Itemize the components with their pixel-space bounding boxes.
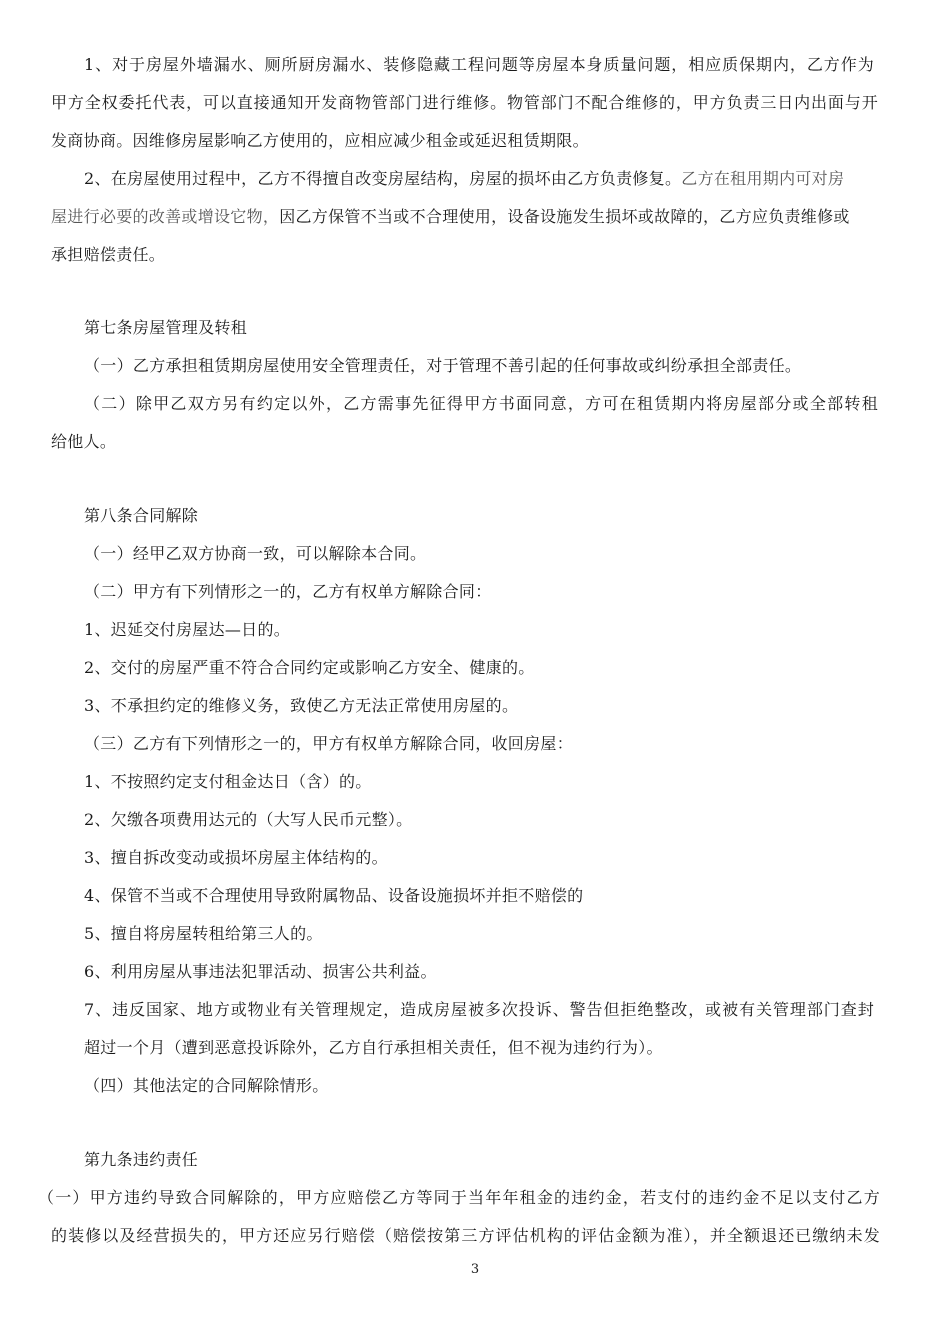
clause8-item7-line1: 7、违反国家、地方或物业有关管理规定，造成房屋被多次投诉、警告但拒绝整改，或被有关管理部门查封 [84, 1000, 874, 1019]
clause8-p3-item: 3、擅自拆改变动或损坏房屋主体结构的。 [84, 848, 388, 867]
clause8-p3-item: 6、利用房屋从事违法犯罪活动、损害公共利益。 [84, 962, 437, 981]
clause8-p3-item: 2、欠缴各项费用达元的（大写人民币元整）。 [84, 810, 413, 829]
clause8-p2-item: 1、迟延交付房屋达—日的。 [84, 620, 291, 639]
clause6-item2-line2-a: 屋进行必要的改善或增设它物， [51, 207, 280, 226]
clause8-p4: （四）其他法定的合同解除情形。 [84, 1076, 329, 1095]
clause6-item1-line2: 甲方全权委托代表，可以直接通知开发商物管部门进行维修。物管部门不配合维修的，甲方负责三日内出面与开 [51, 93, 878, 112]
clause6-item2-line2 [51, 207, 850, 227]
clause6-item1-line3: 发商协商。因维修房屋影响乙方使用的，应相应减少租金或延迟租赁期限。 [51, 131, 589, 150]
clause8-title: 第八条合同解除 [84, 506, 199, 525]
clause6-item2-line2-b: 因乙方保管不当或不合理使用，设备设施发生损坏或故障的，乙方应负责维修或 [279, 207, 850, 226]
clause7-title: 第七条房屋管理及转租 [84, 318, 248, 337]
clause7-p1: （一）乙方承担租赁期房屋使用安全管理责任，对于管理不善引起的任何事故或纠纷承担全部责任。 [84, 356, 802, 375]
clause6-item2-line1-a: 2、在房屋使用过程中，乙方不得擅自改变房屋结构，房屋的损坏由乙方负责修复。 [84, 169, 682, 188]
clause8-p1: （一）经甲乙双方协商一致，可以解除本合同。 [84, 544, 427, 563]
clause6-item1-line1: 1、对于房屋外墙漏水、厕所厨房漏水、装修隐藏工程问题等房屋本身质量问题，相应质保期内，乙方作为 [84, 55, 874, 74]
clause7-p2-line1: （二）除甲乙双方另有约定以外，乙方需事先征得甲方书面同意，方可在租赁期内将房屋部分或全部转租 [84, 394, 878, 413]
clause9-p1-line1: （一）甲方违约导致合同解除的，甲方应赔偿乙方等同于当年年租金的违约金，若支付的违约金不足以支付乙方 [38, 1188, 880, 1207]
clause8-item7-line2: 超过一个月（遭到恶意投诉除外，乙方自行承担相关责任，但不视为违约行为）。 [84, 1038, 663, 1057]
clause8-p2: （二）甲方有下列情形之一的，乙方有权单方解除合同： [84, 582, 492, 601]
clause8-p3: （三）乙方有下列情形之一的，甲方有权单方解除合同，收回房屋： [84, 734, 574, 753]
clause6-item2-line1-b: 乙方在租用期内可对房 [681, 169, 845, 188]
clause8-p3-item: 1、不按照约定支付租金达日（含）的。 [84, 772, 372, 791]
page-number: 3 [470, 1262, 480, 1277]
clause9-p1-line2: 的装修以及经营损失的，甲方还应另行赔偿（赔偿按第三方评估机构的评估金额为准），并全额退还已缴纳未发 [51, 1226, 880, 1245]
clause8-p2-item: 2、交付的房屋严重不符合合同约定或影响乙方安全、健康的。 [84, 658, 535, 677]
clause9-title: 第九条违约责任 [84, 1150, 199, 1169]
clause7-p2-line2: 给他人。 [51, 432, 117, 451]
clause8-p3-item: 5、擅自将房屋转租给第三人的。 [84, 924, 323, 943]
clause8-p2-item: 3、不承担约定的维修义务，致使乙方无法正常使用房屋的。 [84, 696, 519, 715]
clause8-p3-item: 4、保管不当或不合理使用导致附属物品、设备设施损坏并拒不赔偿的 [84, 886, 584, 905]
clause6-item2-line1 [84, 169, 844, 189]
clause6-item2-line3: 承担赔偿责任。 [51, 245, 166, 264]
